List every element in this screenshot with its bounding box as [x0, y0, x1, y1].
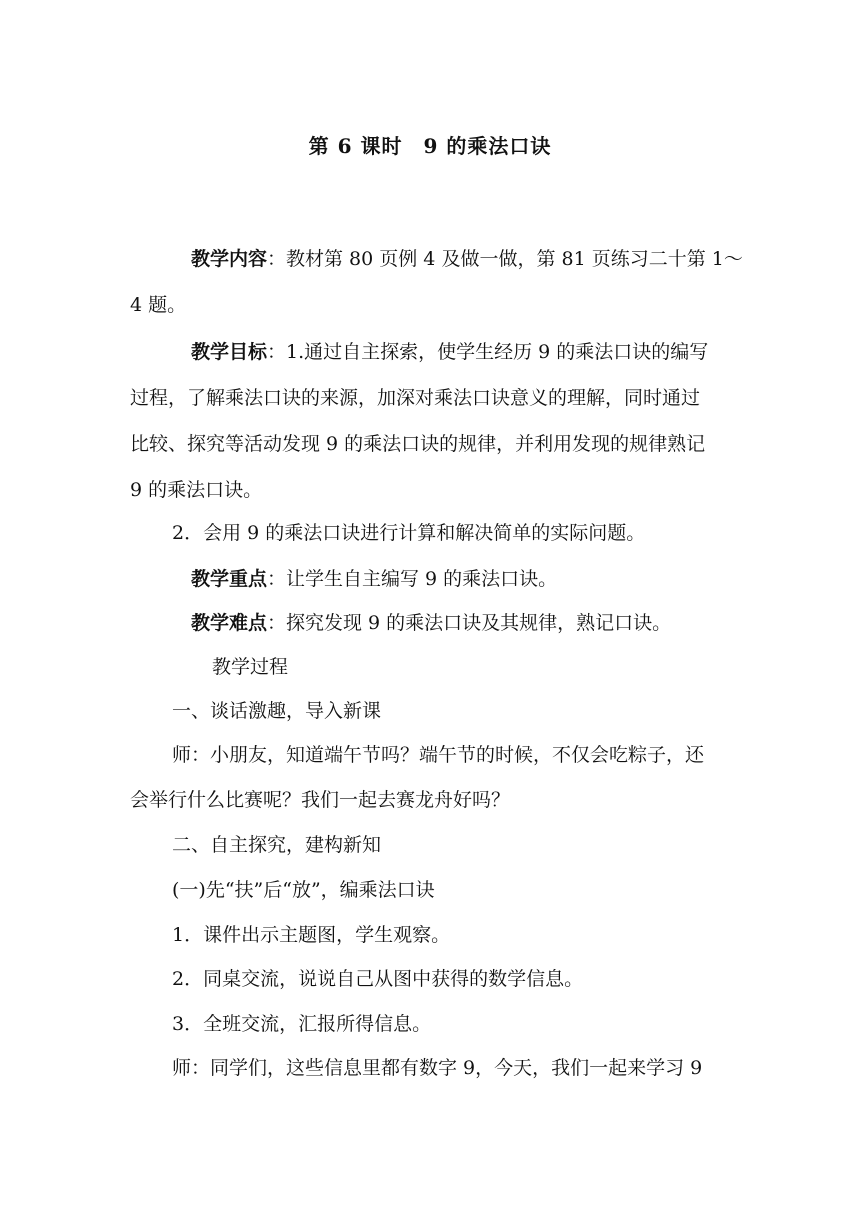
section-1-paragraph-line-1: 师：小朋友，知道端午节吗？端午节的时候，不仅会吃粽子，还 — [172, 744, 705, 766]
lesson-title: 第 6 课时 9 的乘法口诀 — [308, 134, 552, 158]
process-heading: 教学过程 — [212, 656, 289, 678]
section-1-paragraph-line-2: 会举行什么比赛呢？我们一起去赛龙舟好吗？ — [130, 789, 511, 811]
difficulty-line — [191, 608, 671, 635]
step-2: 2．同桌交流，说说自己从图中获得的数学信息。 — [172, 968, 584, 990]
objectives-text: ：1.通过自主探索，使学生经历 9 的乘法口诀的编写 — [267, 341, 709, 363]
section-2-heading: 二、自主探究，建构新知 — [172, 834, 382, 856]
content-line-1 — [191, 244, 743, 271]
key-point-line — [191, 564, 557, 591]
difficulty-text: ：探究发现 9 的乘法口诀及其规律，熟记口诀。 — [267, 612, 672, 634]
difficulty-label: 教学难点 — [191, 612, 268, 634]
section-1-heading: 一、谈话激趣，导入新课 — [172, 700, 382, 722]
step-1: 1．课件出示主题图，学生观察。 — [172, 924, 451, 946]
objectives-item-2: 2．会用 9 的乘法口诀进行计算和解决简单的实际问题。 — [172, 522, 646, 544]
content-text: ：教材第 80 页例 4 及做一做，第 81 页练习二十第 1～ — [267, 248, 743, 270]
content-line-2: 4 题。 — [130, 294, 187, 316]
subsection-1-heading: (一)先“扶”后“放”，编乘法口诀 — [172, 879, 435, 901]
objectives-line-4: 9 的乘法口诀。 — [130, 479, 263, 501]
key-point-label: 教学重点 — [191, 568, 268, 590]
objectives-line-2: 过程，了解乘法口诀的来源，加深对乘法口诀意义的理解，同时通过 — [130, 387, 701, 409]
objectives-label: 教学目标 — [191, 341, 268, 363]
objectives-line-3: 比较、探究等活动发现 9 的乘法口诀的规律，并利用发现的规律熟记 — [130, 433, 706, 455]
key-point-text: ：让学生自主编写 9 的乘法口诀。 — [267, 568, 558, 590]
step-3: 3．全班交流，汇报所得信息。 — [172, 1013, 432, 1035]
teacher-line: 师：同学们，这些信息里都有数字 9，今天，我们一起来学习 9 — [172, 1057, 703, 1079]
objectives-line-1 — [191, 337, 708, 364]
content-label: 教学内容 — [191, 248, 268, 270]
